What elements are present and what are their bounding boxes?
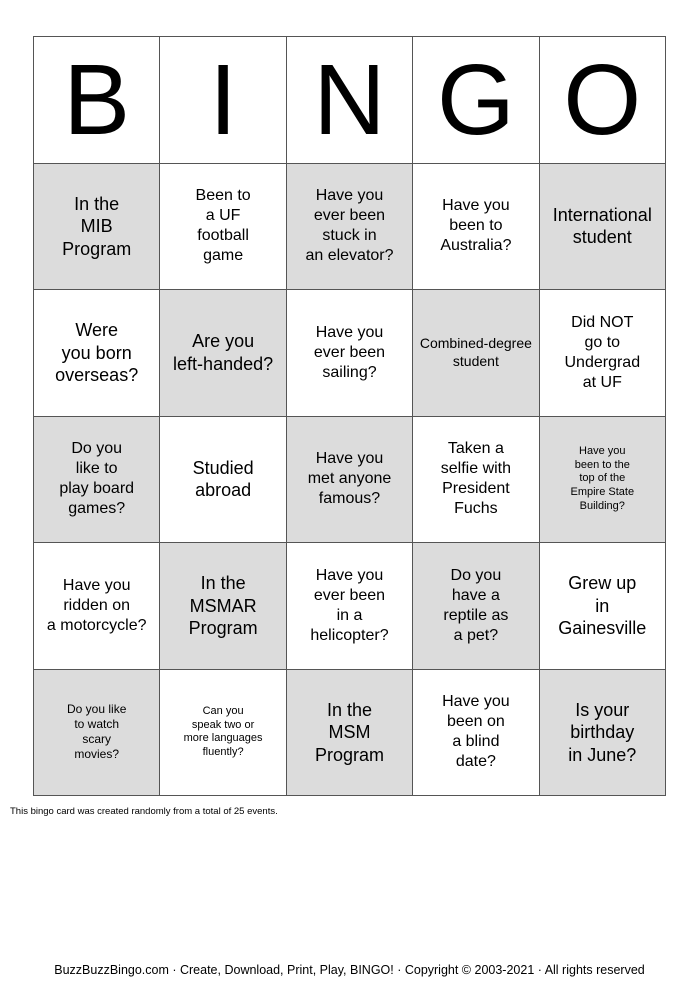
bingo-square <box>160 670 286 797</box>
bingo-square <box>413 290 539 417</box>
header-letter-b: B <box>34 37 160 164</box>
header-letter-i: I <box>160 37 286 164</box>
bingo-square <box>413 164 539 291</box>
bingo-square-text: Do you like to watch scary movies? <box>67 702 127 762</box>
bingo-square <box>160 290 286 417</box>
bingo-card <box>33 36 666 796</box>
bingo-square <box>34 543 160 670</box>
bingo-square-text: Grew up in Gainesville <box>558 573 647 638</box>
bingo-square <box>287 417 413 544</box>
bingo-square <box>540 417 666 544</box>
bingo-square-text: In the MSM Program <box>314 699 384 765</box>
bingo-square-text: In the MSMAR Program <box>188 573 258 638</box>
bingo-square <box>287 670 413 797</box>
bingo-square <box>540 164 666 291</box>
bingo-square <box>413 543 539 670</box>
bingo-square-text: Is your birthday in June? <box>568 699 637 765</box>
bingo-square <box>540 290 666 417</box>
bingo-square-text: Have you ever been stuck in an elevator? <box>305 187 394 265</box>
bingo-square <box>287 290 413 417</box>
bingo-square-text: Have you ridden on a motorcycle? <box>46 576 147 634</box>
bingo-square-text: Been to a UF football game <box>195 187 251 265</box>
bingo-square <box>34 290 160 417</box>
bingo-square <box>287 164 413 291</box>
bingo-square-text: Can you speak two or more languages fluently? <box>183 704 263 758</box>
header-letter-g: G <box>413 37 539 164</box>
header-letter-n: N <box>287 37 413 164</box>
bingo-square <box>413 417 539 544</box>
bingo-square-text: Have you ever been in a helicopter? <box>310 566 389 644</box>
bingo-square <box>540 670 666 797</box>
header-letter-o: O <box>540 37 666 164</box>
bingo-square-text: Have you been to the top of the Empire State Building? <box>570 444 635 512</box>
bingo-square <box>287 543 413 670</box>
bingo-square-text: Did NOT go to Undergrad at UF <box>564 313 641 391</box>
bingo-square <box>160 543 286 670</box>
bingo-square-text: Taken a selfie with President Fuchs <box>440 440 512 518</box>
bingo-square <box>34 164 160 291</box>
bingo-square-text: Are you left-handed? <box>173 331 274 374</box>
bingo-square-text: Have you ever been sailing? <box>313 323 386 381</box>
bingo-square-text: Were you born overseas? <box>55 320 139 385</box>
bingo-square-text: Studied abroad <box>192 457 254 501</box>
bingo-square-text: Do you have a reptile as a pet? <box>443 566 509 644</box>
bingo-square-text: In the MIB Program <box>62 193 132 259</box>
bingo-square <box>540 543 666 670</box>
bingo-square-text: Have you been on a blind date? <box>442 693 510 771</box>
generation-note: This bingo card was created randomly from a total of 25 events. <box>10 806 278 817</box>
bingo-square <box>160 417 286 544</box>
bingo-square-text: Have you been to Australia? <box>440 197 512 255</box>
bingo-square <box>34 670 160 797</box>
bingo-square <box>160 164 286 291</box>
bingo-square-text: Combined-degree student <box>419 335 532 369</box>
bingo-square-text: Have you met anyone famous? <box>307 450 392 508</box>
bingo-square <box>413 670 539 797</box>
bingo-square-text: Do you like to play board games? <box>59 440 135 518</box>
bingo-square <box>34 417 160 544</box>
bingo-square-text: International student <box>552 204 652 248</box>
site-footer: BuzzBuzzBingo.com · Create, Download, Print, Play, BINGO! · Copyright © 2003-2021 · All rights reserved <box>54 963 645 977</box>
